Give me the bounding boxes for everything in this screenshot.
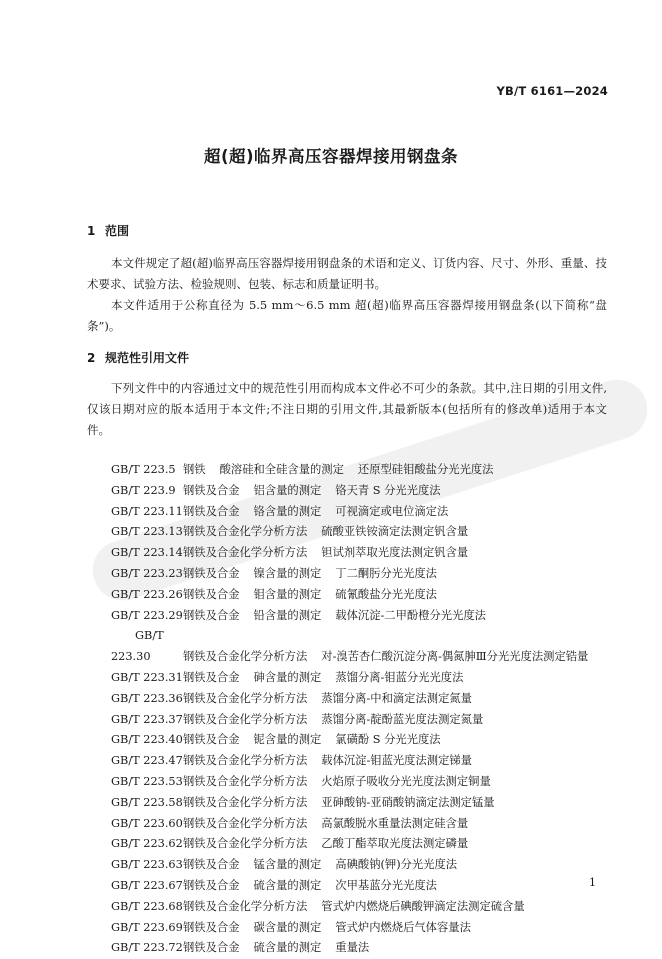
reference-title-part: 硫含量的测定 bbox=[253, 878, 322, 892]
reference-title-part: 还原型硅钼酸盐分光光度法 bbox=[357, 463, 494, 476]
reference-title-part: 砷含量的测定 bbox=[253, 670, 322, 684]
reference-title-part: 高氯酸脱水重量法测定硅含量 bbox=[321, 816, 469, 830]
reference-code: GB/T 223.62 bbox=[111, 837, 183, 851]
reference-title-part: 钢铁及合金 bbox=[183, 858, 240, 872]
reference-item bbox=[87, 606, 607, 627]
reference-code: GB/T 223.63 bbox=[111, 858, 183, 872]
reference-item bbox=[87, 481, 607, 502]
reference-code: GB/T 223.68 bbox=[111, 899, 183, 913]
reference-title-part: 钢铁及合金化学分析方法 bbox=[183, 899, 308, 913]
reference-title-part: 钢铁及合金化学分析方法 bbox=[183, 691, 308, 705]
reference-item bbox=[87, 834, 607, 855]
section-2-heading bbox=[87, 349, 189, 366]
reference-item bbox=[87, 730, 607, 751]
document-title: 超(超)临界高压容器焊接用钢盘条 bbox=[203, 147, 459, 166]
section-title: 规范性引用文件 bbox=[105, 351, 190, 365]
reference-title-part: 硫氰酸盐分光光度法 bbox=[335, 587, 437, 601]
scope-paragraph-2: 本文件适用于公称直径为 5.5 mm～6.5 mm 超(超)临界高压容器焊接用钢盘条(以下简称“盘条”)。 bbox=[87, 298, 607, 333]
reference-item bbox=[87, 876, 607, 897]
reference-title-part: 钢铁及合金 bbox=[183, 878, 240, 892]
reference-item bbox=[87, 543, 607, 564]
reference-item bbox=[87, 502, 607, 523]
reference-code: GB/T 223.47 bbox=[111, 754, 183, 768]
reference-item bbox=[87, 626, 607, 668]
reference-code: GB/T 223.9 bbox=[111, 483, 176, 497]
reference-code: GB/T 223.23 bbox=[111, 566, 183, 580]
reference-title-part: 亚砷酸钠-亚硝酸钠滴定法测定锰量 bbox=[321, 795, 495, 809]
reference-code: GB/T 223.53 bbox=[111, 774, 183, 788]
reference-title-part: 钢铁及合金化学分析方法 bbox=[183, 546, 308, 560]
reference-item bbox=[87, 918, 607, 939]
reference-code: GB/T 223.29 bbox=[111, 608, 183, 622]
reference-code: GB/T 223.26 bbox=[111, 587, 183, 601]
reference-title-part: 铬天青 S 分光光度法 bbox=[335, 483, 441, 497]
reference-code: GB/T 223.31 bbox=[111, 670, 183, 684]
section-number: 2 bbox=[87, 351, 96, 365]
reference-title-part: 硫含量的测定 bbox=[253, 941, 322, 955]
scope-paragraph-1: 本文件规定了超(超)临界高压容器焊接用钢盘条的术语和定义、订货内容、尺寸、外形、重量、技术要求、试验方法、检验规则、包装、标志和质量证明书。 bbox=[87, 256, 607, 291]
reference-title-part: 钢铁及合金化学分析方法 bbox=[183, 816, 308, 830]
reference-item bbox=[87, 938, 607, 959]
reference-title-part: 钢铁及合金 bbox=[183, 941, 240, 955]
reference-title-part: 钢铁及合金 bbox=[183, 504, 240, 518]
reference-title-part: 管式炉内燃烧后碘酸钾滴定法测定硫含量 bbox=[321, 899, 525, 913]
reference-title-part: 蒸馏分离-钼蓝分光光度法 bbox=[335, 670, 464, 684]
reference-title-part: 对-溴苦杏仁酸沉淀分离-偶氮胂Ⅲ分光光度法测定锆量 bbox=[321, 650, 589, 664]
reference-title-part: 镍含量的测定 bbox=[253, 566, 322, 580]
reference-title-part: 铝含量的测定 bbox=[253, 483, 322, 497]
reference-title-part: 钢铁及合金化学分析方法 bbox=[183, 650, 308, 664]
reference-title-part: 次甲基蓝分光光度法 bbox=[335, 878, 437, 892]
reference-title-part: 铅含量的测定 bbox=[253, 608, 322, 622]
reference-code: GB/T 223.13 bbox=[111, 525, 183, 539]
reference-item bbox=[87, 564, 607, 585]
reference-code: GB/T 223.67 bbox=[111, 878, 183, 892]
reference-title-part: 钢铁及合金 bbox=[183, 608, 240, 622]
reference-title-part: 钢铁 bbox=[183, 463, 206, 476]
reference-title-part: 氯磺酚 S 分光光度法 bbox=[335, 733, 441, 747]
reference-code: GB/T 223.69 bbox=[111, 920, 183, 934]
reference-item bbox=[87, 793, 607, 814]
reference-code: GB/T 223.40 bbox=[111, 733, 183, 747]
reference-title-part: 可视滴定或电位滴定法 bbox=[335, 504, 449, 518]
reference-title-part: 蒸馏分离-中和滴定法测定氮量 bbox=[321, 691, 472, 705]
reference-title-part: 硫酸亚铁铵滴定法测定钒含量 bbox=[321, 525, 469, 539]
reference-item bbox=[87, 522, 607, 543]
reference-title-part: 火焰原子吸收分光光度法测定铜量 bbox=[321, 774, 491, 788]
reference-item bbox=[87, 897, 607, 918]
reference-item bbox=[87, 460, 607, 481]
reference-title-part: 铬含量的测定 bbox=[253, 504, 322, 518]
section-number: 1 bbox=[87, 224, 96, 238]
reference-title-part: 钢铁及合金化学分析方法 bbox=[183, 525, 308, 539]
reference-title-part: 碳含量的测定 bbox=[253, 920, 322, 934]
reference-code: GB/T 223.58 bbox=[111, 795, 183, 809]
reference-title-part: 钢铁及合金化学分析方法 bbox=[183, 795, 308, 809]
reference-code: GB/T 223.36 bbox=[111, 691, 183, 705]
reference-title-part: 乙酸丁酯萃取光度法测定磷量 bbox=[321, 837, 469, 851]
reference-item bbox=[87, 668, 607, 689]
reference-item bbox=[87, 855, 607, 876]
reference-title-part: 蒸馏分离-靛酚蓝光度法测定氮量 bbox=[321, 712, 484, 726]
reference-item bbox=[87, 772, 607, 793]
reference-list bbox=[87, 460, 607, 959]
standard-code: YB/T 6161—2024 bbox=[496, 84, 608, 98]
reference-code: GB/T 223.30 bbox=[111, 629, 164, 664]
reference-title-part: 钢铁及合金 bbox=[183, 733, 240, 747]
reference-code: GB/T 223.60 bbox=[111, 816, 183, 830]
reference-title-part: 钢铁及合金化学分析方法 bbox=[183, 754, 308, 768]
reference-title-part: 钢铁及合金化学分析方法 bbox=[183, 712, 308, 726]
reference-item bbox=[87, 814, 607, 835]
reference-item bbox=[87, 585, 607, 606]
reference-code: GB/T 223.11 bbox=[111, 504, 183, 518]
reference-code: GB/T 223.72 bbox=[111, 941, 183, 955]
reference-code: GB/T 223.37 bbox=[111, 712, 183, 726]
reference-item bbox=[87, 751, 607, 772]
reference-title-part: 钢铁及合金 bbox=[183, 920, 240, 934]
section-1-heading bbox=[87, 222, 129, 239]
reference-title-part: 钢铁及合金 bbox=[183, 566, 240, 580]
reference-code: GB/T 223.14 bbox=[111, 546, 183, 560]
page-number: 1 bbox=[589, 876, 596, 889]
reference-code: GB/T 223.5 bbox=[111, 463, 176, 476]
reference-title-part: 锰含量的测定 bbox=[253, 858, 322, 872]
reference-title-part: 钢铁及合金化学分析方法 bbox=[183, 774, 308, 788]
reference-item bbox=[87, 710, 607, 731]
reference-title-part: 钢铁及合金化学分析方法 bbox=[183, 837, 308, 851]
reference-title-part: 载体沉淀-二甲酚橙分光光度法 bbox=[335, 608, 486, 622]
reference-title-part: 高碘酸钠(钾)分光光度法 bbox=[335, 858, 458, 872]
reference-title-part: 丁二酮肟分光光度法 bbox=[335, 566, 437, 580]
reference-item bbox=[87, 689, 607, 710]
reference-title-part: 酸溶硅和全硅含量的测定 bbox=[219, 463, 344, 476]
reference-title-part: 管式炉内燃烧后气体容量法 bbox=[335, 920, 471, 934]
reference-title-part: 钢铁及合金 bbox=[183, 670, 240, 684]
reference-title-part: 钢铁及合金 bbox=[183, 483, 240, 497]
reference-title-part: 钢铁及合金 bbox=[183, 587, 240, 601]
reference-title-part: 重量法 bbox=[335, 941, 370, 955]
reference-title-part: 铌含量的测定 bbox=[253, 733, 322, 747]
normative-references-intro: 下列文件中的内容通过文中的规范性引用而构成本文件必不可少的条款。其中,注日期的引用文件,仅该日期对应的版本适用于本文件;不注日期的引用文件,其最新版本(包括所有的修改单)适用于本文件。 bbox=[87, 381, 607, 437]
reference-title-part: 钽试剂萃取光度法测定钒含量 bbox=[321, 546, 469, 560]
reference-title-part: 钼含量的测定 bbox=[253, 587, 322, 601]
section-title: 范围 bbox=[105, 224, 130, 238]
reference-title-part: 载体沉淀-钼蓝光度法测定锑量 bbox=[321, 754, 472, 768]
